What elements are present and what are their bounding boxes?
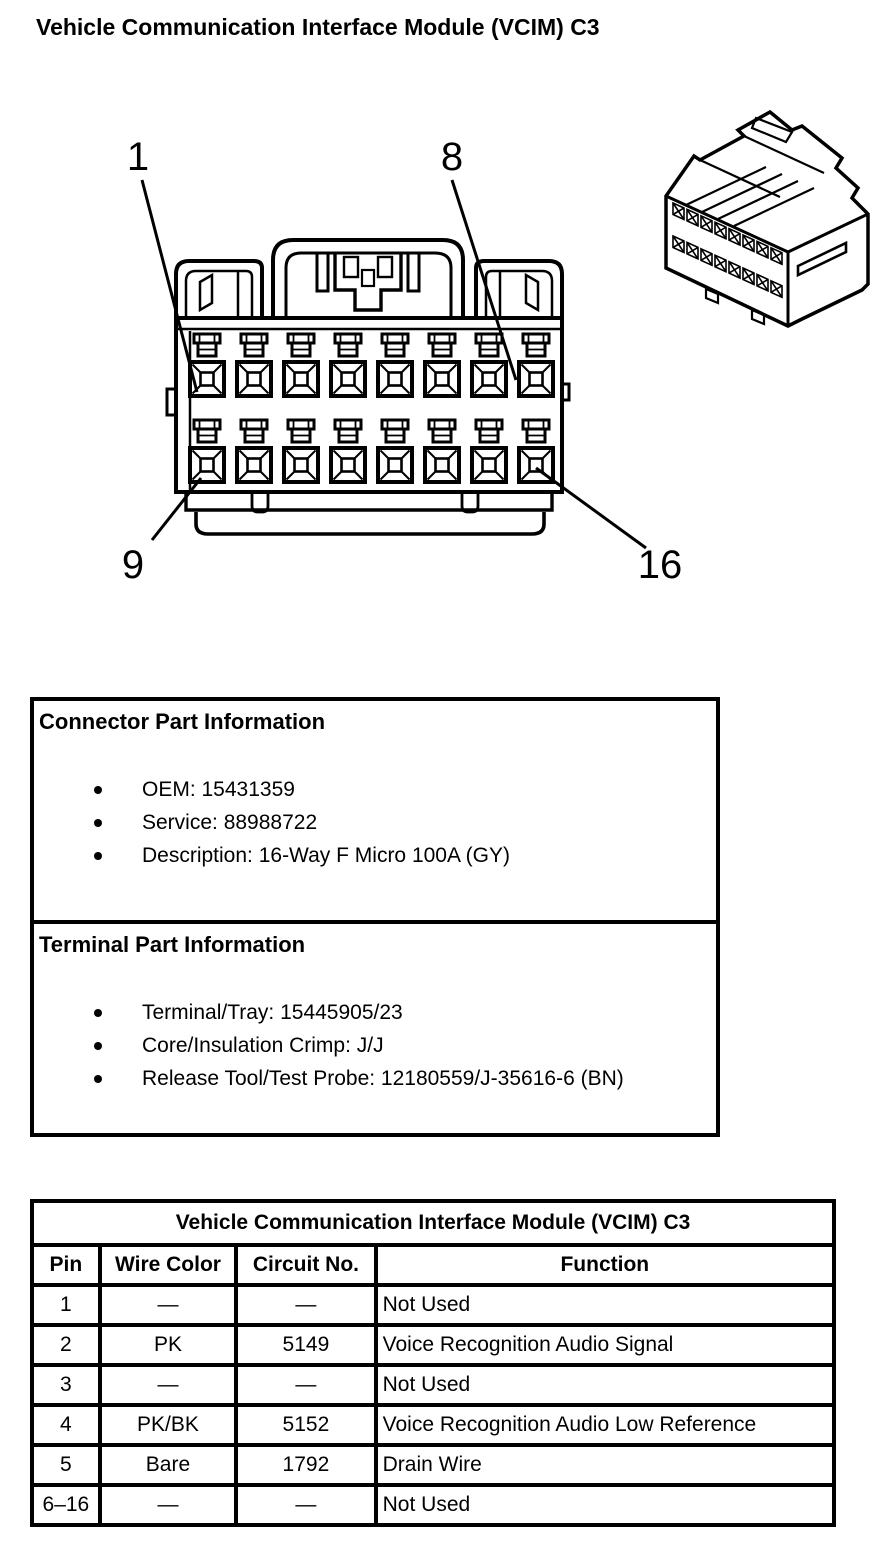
- page-title: Vehicle Communication Interface Module (VCIM) C3: [36, 14, 600, 40]
- terminal-part-information-section: [34, 924, 716, 1133]
- pin16-label: 16: [637, 543, 683, 587]
- table-title: Vehicle Communication Interface Module (VCIM) C3: [32, 1201, 834, 1245]
- connector-isometric-view: [666, 112, 868, 326]
- terminal-part-information-heading: Terminal Part Information: [39, 932, 306, 957]
- table-title-row: [32, 1201, 834, 1245]
- leader-line-pin1: [142, 180, 197, 392]
- table-cell: Not Used: [376, 1285, 834, 1325]
- pin9-label: 9: [121, 543, 145, 587]
- connector-part-information-heading: Connector Part Information: [39, 709, 326, 734]
- part-information-box: [30, 697, 720, 1137]
- table-row: [32, 1485, 834, 1525]
- table-row: [32, 1365, 834, 1405]
- table-cell: PK: [100, 1325, 236, 1365]
- pinout-table: [30, 1199, 836, 1527]
- table-cell: Voice Recognition Audio Low Reference: [376, 1405, 834, 1445]
- column-header-wire-color: Wire Color: [100, 1245, 236, 1285]
- table-cell: Not Used: [376, 1485, 834, 1525]
- table-cell: 3: [32, 1365, 100, 1405]
- bullet-item: Terminal/Tray: 15445905/23: [34, 996, 716, 1029]
- column-header-function: Function: [376, 1245, 834, 1285]
- table-cell: 1: [32, 1285, 100, 1325]
- table-cell: 6–16: [32, 1485, 100, 1525]
- connector-part-information-list: [34, 773, 716, 872]
- table-cell: Voice Recognition Audio Signal: [376, 1325, 834, 1365]
- table-cell: —: [100, 1485, 236, 1525]
- table-cell: —: [236, 1485, 375, 1525]
- table-row: [32, 1285, 834, 1325]
- connector-figure: [0, 0, 896, 640]
- pin8-label: 8: [440, 135, 464, 179]
- table-cell: Not Used: [376, 1365, 834, 1405]
- column-header-circuit-no: Circuit No.: [236, 1245, 375, 1285]
- table-cell: 1792: [236, 1445, 375, 1485]
- table-row: [32, 1405, 834, 1445]
- table-cell: PK/BK: [100, 1405, 236, 1445]
- table-cell: Bare: [100, 1445, 236, 1485]
- connector-part-information-section: [34, 701, 716, 924]
- bullet-item: Service: 88988722: [34, 806, 716, 839]
- table-cell: —: [236, 1285, 375, 1325]
- table-cell: 5152: [236, 1405, 375, 1445]
- table-cell: 5149: [236, 1325, 375, 1365]
- bullet-item: OEM: 15431359: [34, 773, 716, 806]
- table-row: [32, 1445, 834, 1485]
- table-cell: Drain Wire: [376, 1445, 834, 1485]
- table-header-row: [32, 1245, 834, 1285]
- table-cell: —: [236, 1365, 375, 1405]
- table-cell: 4: [32, 1405, 100, 1445]
- pin1-label: 1: [126, 135, 150, 179]
- table-cell: 2: [32, 1325, 100, 1365]
- column-header-pin: Pin: [32, 1245, 100, 1285]
- bullet-item: Core/Insulation Crimp: J/J: [34, 1029, 716, 1062]
- table-cell: —: [100, 1365, 236, 1405]
- terminal-part-information-list: [34, 996, 716, 1095]
- connector-front-view: [167, 240, 569, 534]
- pin-table-body: [32, 1285, 834, 1525]
- bullet-item: Release Tool/Test Probe: 12180559/J-35616-6 (BN): [34, 1062, 716, 1095]
- bullet-item: Description: 16-Way F Micro 100A (GY): [34, 839, 716, 872]
- table-cell: —: [100, 1285, 236, 1325]
- table-row: [32, 1325, 834, 1365]
- table-cell: 5: [32, 1445, 100, 1485]
